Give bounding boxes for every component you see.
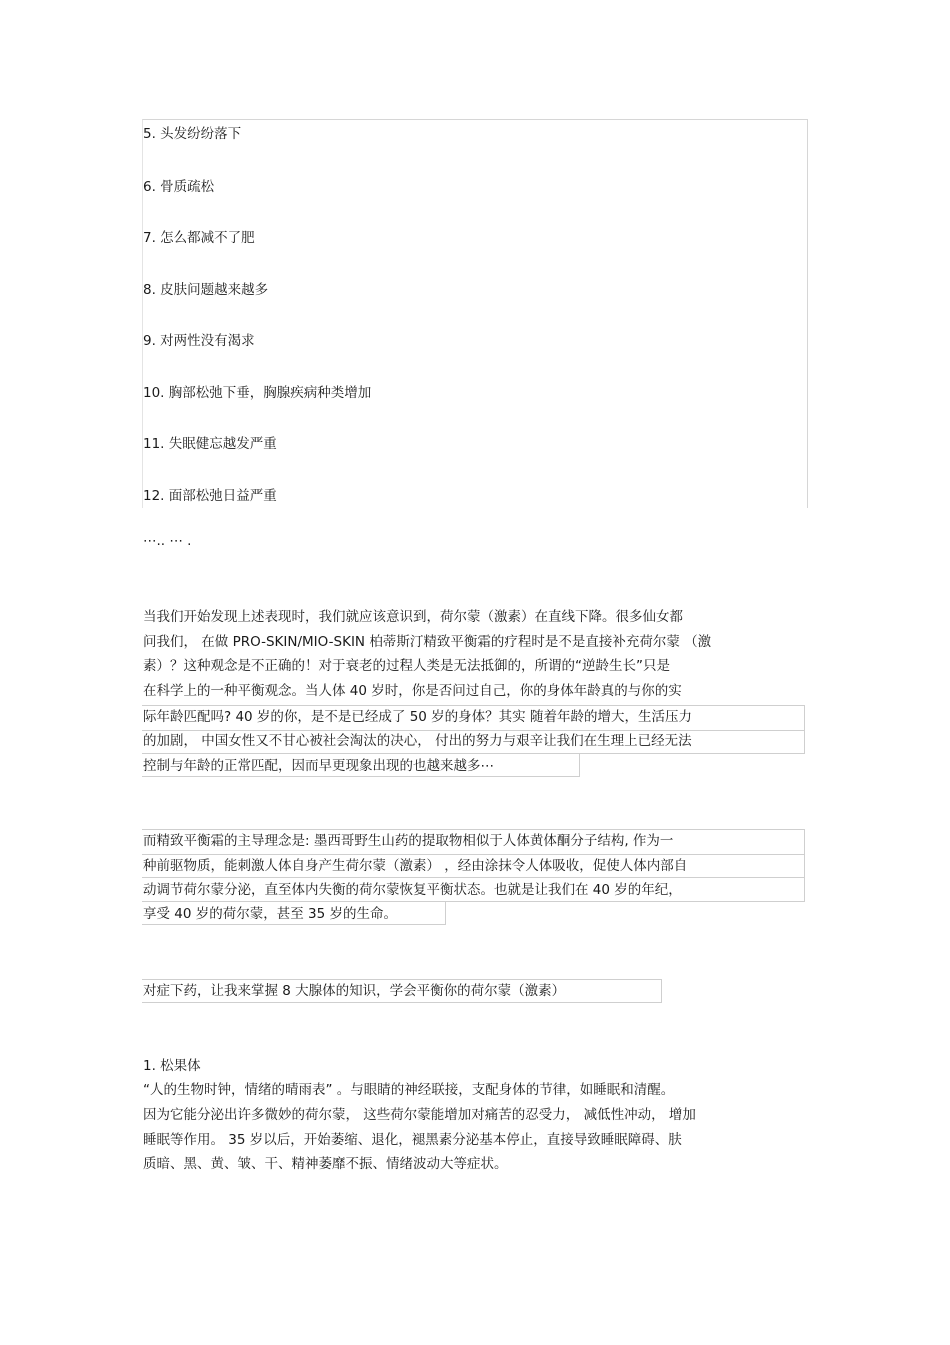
paragraph-line: 素）？这种观念是不正确的！对于衰老的过程人类是无法抵御的，所谓的“逆龄生长”只是 bbox=[143, 658, 670, 674]
paragraph-line: 动调节荷尔蒙分泌，直至体内失衡的荷尔蒙恢复平衡状态。也就是让我们在 40 岁的年纪， bbox=[143, 882, 682, 898]
paragraph-line: 控制与年龄的正常匹配，因而早更现象出现的也越来越多⋯ bbox=[143, 758, 494, 774]
paragraph-line: 的加剧， 中国女性又不甘心被社会淘汰的决心， 付出的努力与艰辛让我们在生理上已经无法 bbox=[143, 733, 692, 749]
list-item: 11. 失眠健忘越发严重 bbox=[143, 436, 277, 452]
section-heading: 1. 松果体 bbox=[143, 1058, 201, 1074]
paragraph-line: 享受 40 岁的荷尔蒙，甚至 35 岁的生命。 bbox=[143, 906, 398, 922]
list-item: 12. 面部松弛日益严重 bbox=[143, 488, 277, 504]
paragraph-line: 睡眠等作用。 35 岁以后，开始萎缩、退化，褪黑素分泌基本停止，直接导致睡眠障碍、肤 bbox=[143, 1132, 682, 1148]
paragraph-line: 对症下药，让我来掌握 8 大腺体的知识，学会平衡你的荷尔蒙（激素） bbox=[143, 983, 566, 999]
list-item: 10. 胸部松弛下垂，胸腺疾病种类增加 bbox=[143, 385, 372, 401]
paragraph-line: 种前驱物质，能刺激人体自身产生荷尔蒙（激素） ，经由涂抹令人体吸收，促使人体内部自 bbox=[143, 858, 688, 874]
list-item: 7. 怎么都减不了肥 bbox=[143, 230, 255, 246]
paragraph-line: 因为它能分泌出许多微妙的荷尔蒙， 这些荷尔蒙能增加对痛苦的忍受力， 减低性冲动， 增加 bbox=[143, 1107, 696, 1123]
list-item: 9. 对两性没有渴求 bbox=[143, 333, 255, 349]
paragraph-line: 在科学上的一种平衡观念。当人体 40 岁时，你是否问过自己，你的身体年龄真的与你的实 bbox=[143, 683, 682, 699]
list-item: 5. 头发纷纷落下 bbox=[143, 126, 242, 142]
list-item: 8. 皮肤问题越来越多 bbox=[143, 282, 269, 298]
list-item: 6. 骨质疏松 bbox=[143, 179, 215, 195]
paragraph-line: 当我们开始发现上述表现时，我们就应该意识到，荷尔蒙（激素）在直线下降。很多仙女都 bbox=[143, 609, 683, 625]
list-ellipsis: ⋯.. ⋯ . bbox=[143, 533, 192, 549]
paragraph-line: 际年龄匹配吗? 40 岁的你，是不是已经成了 50 岁的身体？其实 随着年龄的增大，生活压力 bbox=[143, 709, 692, 725]
paragraph-line: 质暗、黑、黄、皱、干、精神萎靡不振、情绪波动大等症状。 bbox=[143, 1156, 508, 1172]
paragraph-line: “人的生物时钟，情绪的晴雨表” 。与眼睛的神经联接，支配身体的节律，如睡眠和清醒。 bbox=[143, 1082, 675, 1098]
paragraph-line: 而精致平衡霜的主导理念是: 墨西哥野生山药的提取物相似于人体黄体酮分子结构, 作为一 bbox=[143, 833, 674, 849]
paragraph-line: 问我们， 在做 PRO-SKIN/MIO-SKIN 柏蒂斯汀精致平衡霜的疗程时是不是直接补充荷尔蒙 （激 bbox=[143, 634, 712, 650]
